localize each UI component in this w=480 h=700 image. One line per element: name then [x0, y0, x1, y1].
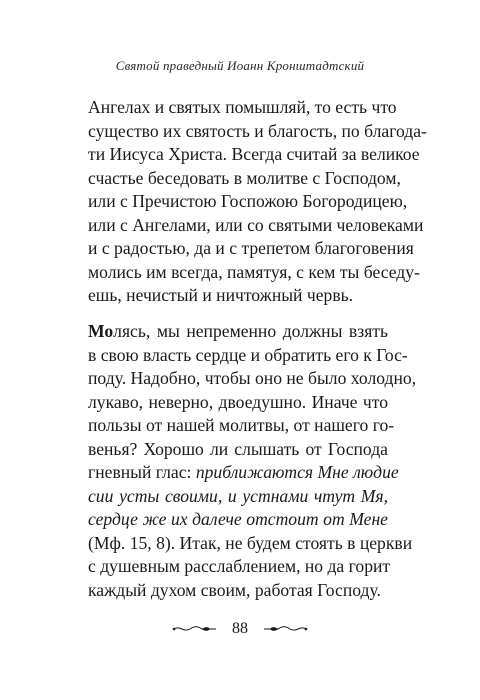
paragraph-1	[88, 96, 427, 308]
text-line: каждый духом своим, работая Господу.	[88, 579, 381, 600]
text-line: венья? Хорошо ли слышать от Господа	[88, 438, 388, 459]
text-line: и с радостью, да и с трепетом благоговения	[88, 238, 414, 258]
running-head: Святой праведный Иоанн Кронштадтский	[115, 58, 365, 73]
text-line: существо их святость и благость, по благода-	[88, 120, 427, 141]
flourish-ornament-icon	[262, 624, 308, 634]
text-line: с душевным расслаблением, но да горит	[88, 556, 391, 576]
scripture-quote: сердце же их далече отстоит от Мене	[88, 509, 388, 529]
text-line: ти Иисуса Христа. Всегда считай за великое	[88, 144, 420, 164]
text-line: лукаво, неверно, двоедушно. Иначе что	[88, 391, 388, 412]
text-line	[88, 461, 399, 485]
scripture-quote: сии усты своими, и устнами чтут Мя,	[88, 485, 388, 506]
page-footer	[0, 620, 480, 640]
text-line: или с Пречистою Госпожою Богородицею,	[88, 191, 408, 211]
text-line: или с Ангелами, или со святыми человеками	[88, 214, 424, 235]
text-line: (Мф. 15, 8). Итак, не будем стоять в церкви	[88, 532, 413, 553]
paragraph-2	[88, 320, 417, 602]
scripture-quote: приближаются Мне людие	[195, 462, 399, 482]
page-number: 88	[232, 620, 248, 638]
text-line: молись им всегда, памятуя, с кем ты беседу-	[88, 261, 420, 282]
text-line: поду. Надобно, чтобы оно не было холодно,	[88, 368, 417, 388]
flourish-ornament-icon	[172, 624, 218, 634]
text-line: Ангелах и святых помышляй, то есть что	[88, 97, 397, 117]
lead-letters: Мо	[88, 321, 114, 341]
text-line: пользы от нашей молитвы, от нашего го-	[88, 415, 395, 435]
text-line: ешь, нечистый и ничтожный червь.	[88, 285, 354, 305]
text-line	[88, 320, 388, 344]
text-line: в свою власть сердце и обратить его к Гос-	[88, 344, 408, 365]
text-line: счастье беседовать в молитве с Господом,	[88, 167, 401, 188]
text-run: гневный глас:	[88, 462, 196, 482]
text-run: лясь, мы непременно должны взять	[113, 321, 388, 341]
